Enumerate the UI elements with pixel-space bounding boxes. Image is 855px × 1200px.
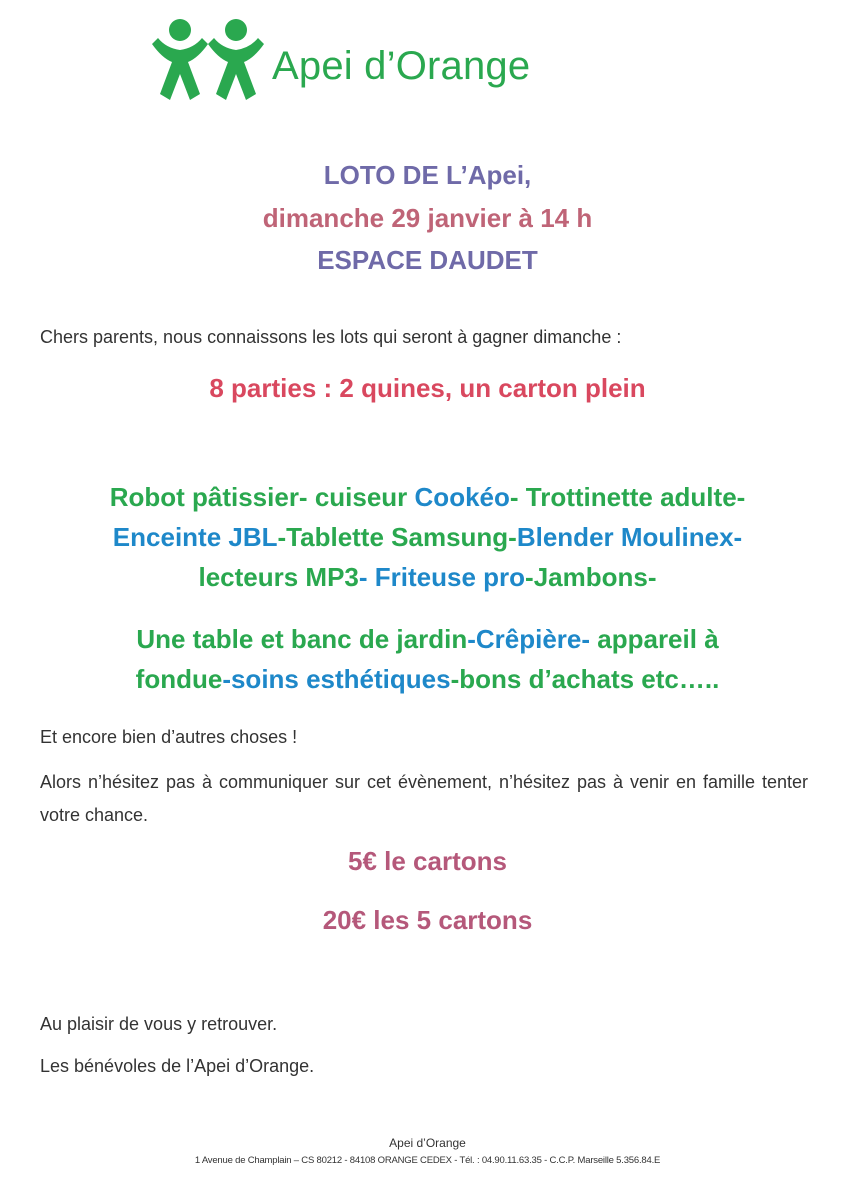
prize-line bbox=[0, 619, 855, 659]
footer-address: 1 Avenue de Champlain – CS 80212 - 84108 ORANGE CEDEX - Tél. : 04.90.11.63.35 - C.C.P. Marseille 5.356.84.E bbox=[194, 1155, 661, 1166]
prize-line bbox=[0, 477, 855, 517]
closing-text: Au plaisir de vous y retrouver. bbox=[40, 1014, 278, 1034]
logo-text: Apei d’Orange bbox=[272, 44, 531, 88]
prize-text: Cookéo bbox=[414, 482, 510, 512]
more-text: Et encore bien d’autres choses ! bbox=[40, 727, 298, 747]
intro-text: Chers parents, nous connaissons les lots qui seront à gagner dimanche : bbox=[40, 327, 622, 347]
prize-text: -Tablette Samsung- bbox=[277, 522, 517, 552]
prize-text: fondue bbox=[135, 664, 223, 694]
prize-text: -Crêpière- bbox=[467, 624, 591, 654]
two-people-figures-icon bbox=[152, 14, 264, 102]
prize-line bbox=[0, 517, 855, 557]
prizes-list-2 bbox=[0, 619, 855, 699]
prize-text: Une table et banc de jardin bbox=[136, 624, 468, 654]
price-single: 5€ le cartons bbox=[348, 846, 507, 876]
price-bundle: 20€ les 5 cartons bbox=[322, 905, 533, 935]
games-info: 8 parties : 2 quines, un carton plein bbox=[209, 373, 646, 403]
prize-text: -soins esthétiques bbox=[222, 664, 451, 694]
event-date: dimanche 29 janvier à 14 h bbox=[262, 203, 593, 233]
prizes-list-1 bbox=[0, 477, 855, 597]
prize-text: -bons d’achats etc….. bbox=[450, 664, 720, 694]
prize-text: lecteurs MP3 bbox=[198, 562, 359, 592]
prize-text: - Trottinette adulte- bbox=[509, 482, 746, 512]
event-venue: ESPACE DAUDET bbox=[317, 245, 538, 275]
prize-text: -Jambons- bbox=[525, 562, 657, 592]
prize-text: Blender Moulinex- bbox=[516, 522, 743, 552]
invite-paragraph: Alors n’hésitez pas à communiquer sur cet évènement, n’hésitez pas à venir en famille tenter votre chance. bbox=[40, 772, 808, 825]
prize-line bbox=[0, 659, 855, 699]
event-title: LOTO DE L’Apei, bbox=[323, 160, 532, 190]
prize-text: - Friteuse pro bbox=[358, 562, 526, 592]
prize-text: Robot pâtissier- cuiseur bbox=[109, 482, 415, 512]
prize-text: appareil à bbox=[590, 624, 719, 654]
prize-line bbox=[0, 557, 855, 597]
footer-org: Apei d’Orange bbox=[389, 1136, 466, 1150]
prize-text: Enceinte JBL bbox=[112, 522, 278, 552]
signature-text: Les bénévoles de l’Apei d’Orange. bbox=[40, 1056, 315, 1076]
